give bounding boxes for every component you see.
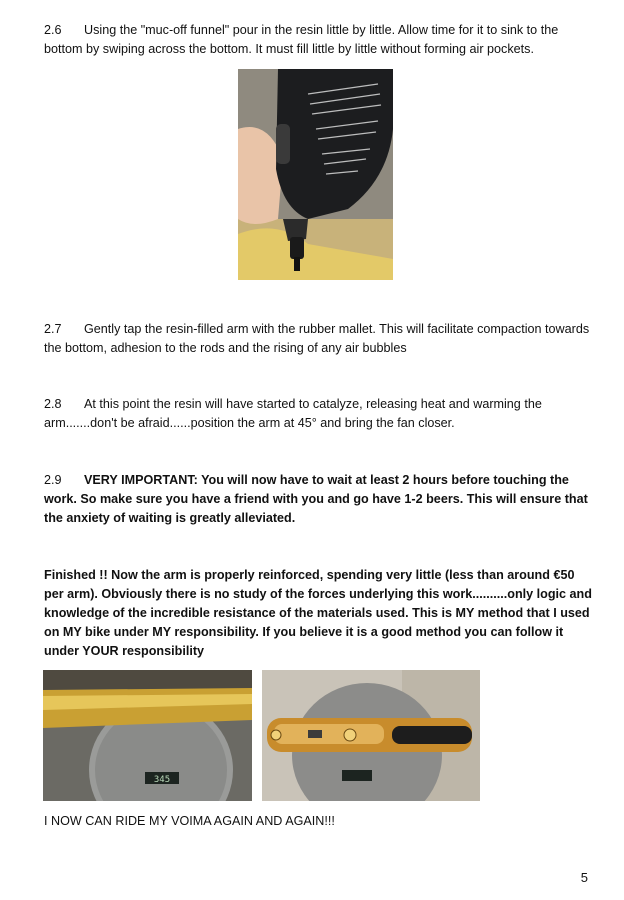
step-2-6 — [44, 21, 592, 59]
arm-on-scale-photo-1 — [43, 670, 252, 801]
scale-display-1: 345 — [153, 775, 171, 785]
step-text: Gently tap the resin-filled arm with the rubber mallet. This will facilitate compaction towards the bottom, adhesion to the rods and the rising of any air bubbles — [44, 322, 590, 355]
conclusion-paragraph: Finished !! Now the arm is properly reinforced, spending very little (less than around €50 per arm). Obviously there is no study of the forces underlying this work..........only logic and knowledge of the incredible resistance of the materials used. This is MY method that I used on MY bike under MY responsibility. If you believe it is a good method you can follow it under YOUR responsibility — [44, 568, 592, 658]
resin-bottle-photo — [238, 69, 393, 280]
page-number: 5 — [580, 870, 588, 885]
step-number: 2.6 — [44, 23, 62, 37]
step-2-8 — [44, 395, 592, 433]
step-text: Using the "muc-off funnel" pour in the resin little by little. Allow time for it to sink to the bottom by swiping across the bottom. It must fill little by little without forming air pockets. — [44, 23, 559, 56]
step-2-9 — [44, 471, 592, 528]
step-number: 2.9 — [44, 473, 62, 487]
closing-line: I NOW CAN RIDE MY VOIMA AGAIN AND AGAIN!!! — [44, 814, 335, 828]
step-2-7 — [44, 320, 592, 358]
step-number: 2.8 — [44, 397, 62, 411]
arm-on-scale-photo-2 — [262, 670, 480, 801]
step-text: VERY IMPORTANT: You will now have to wait at least 2 hours before touching the work. So make sure you have a friend with you and go have 1-2 beers. This will ensure that the anxiety of waiting is greatly alleviated. — [44, 473, 588, 525]
step-text: At this point the resin will have started to catalyze, releasing heat and warming the arm.......don't be afraid......position the arm at 45° and bring the fan closer. — [44, 397, 542, 430]
step-number: 2.7 — [44, 322, 62, 336]
